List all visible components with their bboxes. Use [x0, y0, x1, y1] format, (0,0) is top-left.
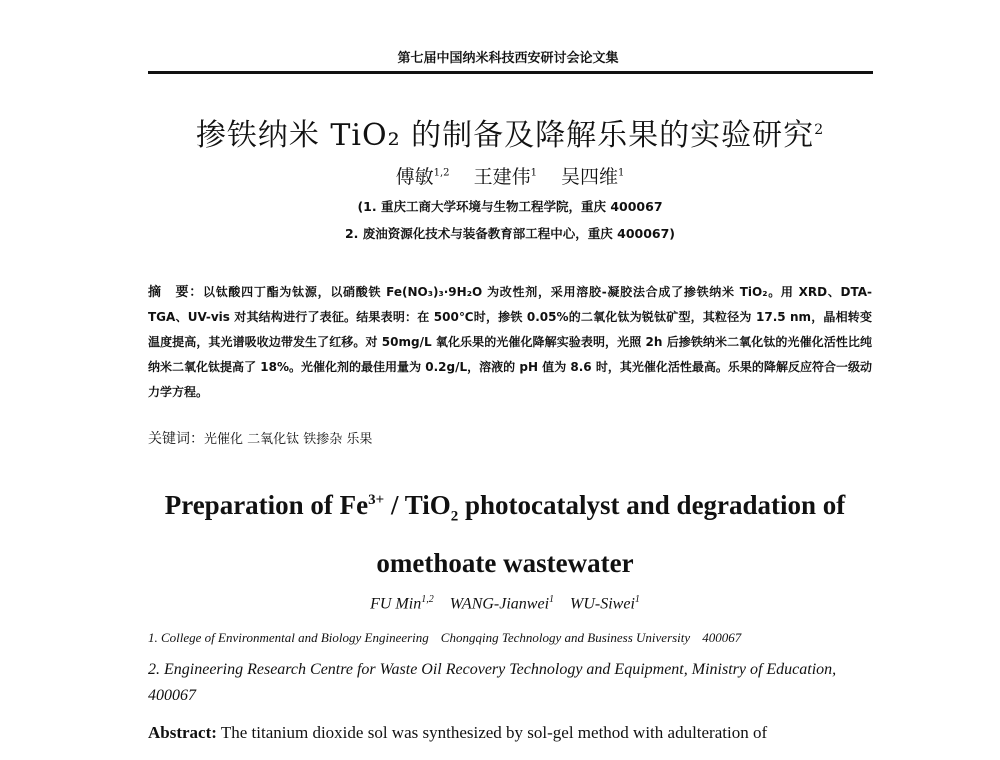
author-affil-mark: 1,2	[421, 594, 434, 605]
author-affil-mark: 1,2	[433, 167, 450, 179]
english-title-part: / TiO	[384, 490, 451, 520]
author-name: 王建伟	[473, 166, 531, 188]
chinese-affiliation-2: 2. 废油资源化技术与装备教育部工程中心，重庆 400067)	[344, 226, 676, 241]
affiliation-university: Chongqing Technology and Business University	[440, 630, 691, 645]
affiliation-college: College of Environmental and Biology Engineering	[161, 630, 429, 645]
keywords-text: 光催化 二氧化钛 铁掺杂 乐果	[204, 432, 373, 447]
english-abstract-text: The titanium dioxide sol was synthesized by sol-gel method with adulteration of	[216, 723, 768, 742]
chinese-title	[100, 110, 920, 154]
english-title-subscript: 2	[450, 508, 459, 525]
author-name: WU-Siwei	[570, 595, 635, 613]
english-authors	[100, 594, 910, 613]
abstract-label: 摘 要：	[148, 285, 203, 300]
affiliation-number: 1.	[148, 630, 158, 645]
english-title-part: Preparation of Fe	[164, 490, 369, 520]
author-affil-mark: 1	[618, 167, 625, 179]
author-affil-mark: 1	[634, 594, 640, 605]
english-affiliation-1	[148, 630, 872, 646]
english-abstract	[148, 719, 872, 747]
author-name: 傅敏	[395, 166, 434, 188]
author-name: FU Min	[370, 595, 422, 613]
affiliation-postcode: 400067	[702, 630, 742, 645]
chinese-keywords	[148, 428, 872, 448]
english-title-superscript: 3+	[368, 492, 385, 508]
chinese-affiliation-1: (1. 重庆工商大学环境与生物工程学院，重庆 400067	[357, 199, 663, 214]
keywords-label: 关键词：	[148, 431, 204, 447]
english-title	[100, 490, 910, 525]
running-header: 第七届中国纳米科技西安研讨会论文集	[397, 51, 619, 66]
chinese-title-text: 掺铁纳米 TiO₂ 的制备及降解乐果的实验研究	[195, 118, 815, 153]
author-affil-mark: 1	[549, 594, 555, 605]
english-abstract-label: Abstract:	[148, 723, 217, 742]
chinese-authors	[100, 162, 920, 189]
chinese-abstract	[148, 280, 872, 405]
abstract-text: 以钛酸四丁酯为钛源，以硝酸铁 Fe(NO₃)₃·9H₂O 为改性剂，采用溶胶-凝胶法合成了掺铁纳米 TiO₂。用 XRD、DTA-TGA、UV-vis 对其结构进行了表征。结果表明：在 500℃时，掺铁 0.05%的二氧化钛为锐钛矿型，其粒径为 17.5 nm，晶相转变温度提高，其光谱吸收边带发生了红移。对 50mg/L 氧化乐果的光催化降解实验表明，光照 2h 后掺铁纳米二氧化钛的光催化活性比纯纳米二氧化钛提高了 18%。光催化剂的最佳用量为 0.2g/L，溶液的 pH 值为 8.6 时，其光催化活性最高。乐果的降解反应符合一级动力学方程。	[148, 285, 872, 399]
author-name: WANG-Jianwei	[449, 595, 550, 613]
author-name: 吴四维	[561, 166, 619, 188]
english-title-line-2: omethoate wastewater	[376, 548, 634, 578]
english-title-part: photocatalyst and degradation of	[458, 490, 846, 520]
header-rule	[148, 71, 873, 74]
english-affiliation-2: 2. Engineering Research Centre for Waste Oil Recovery Technology and Equipment, Ministry of Education, 400067	[148, 661, 837, 704]
title-footnote: 2	[814, 122, 825, 138]
author-affil-mark: 1	[530, 167, 537, 179]
